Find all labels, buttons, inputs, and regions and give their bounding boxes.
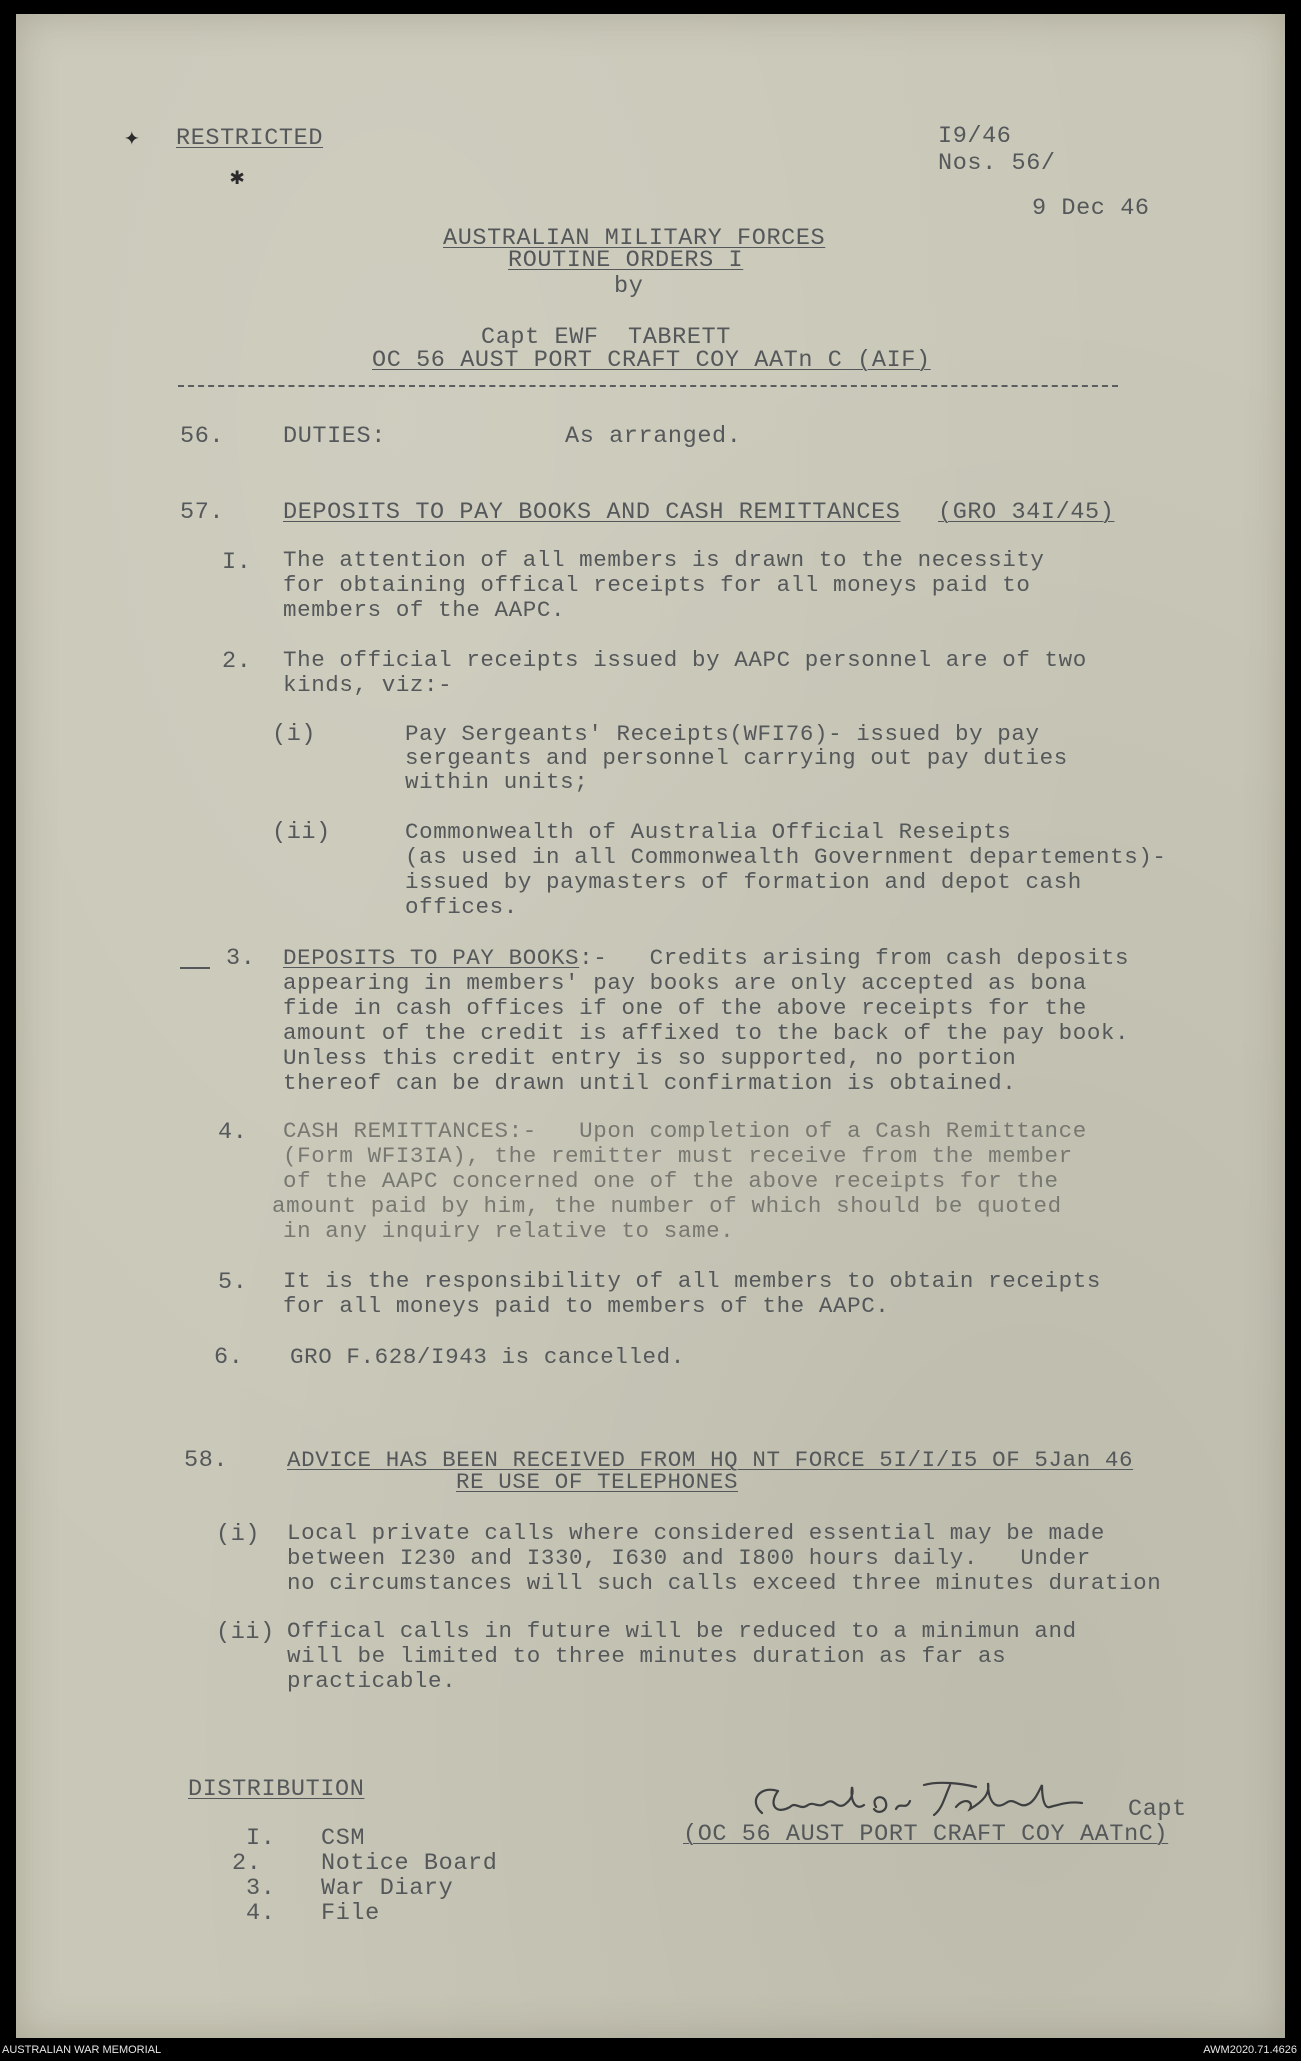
item-57-number: 57. <box>180 499 225 526</box>
item-58-number: 58. <box>184 1447 229 1474</box>
distribution-item: Notice Board <box>321 1850 498 1877</box>
para-2ii-number: (ii) <box>272 819 331 846</box>
para-2ii-line: Commonwealth of Australia Official Reseipts <box>405 819 1012 845</box>
para-58i-line: Local private calls where considered essential may be made <box>287 1520 1105 1546</box>
item-56-text: As arranged. <box>565 423 742 450</box>
para-58i-line: between I230 and I330, I630 and I800 hours daily. Under <box>287 1545 1091 1571</box>
para-2ii-line: (as used in all Commonwealth Government departements)- <box>405 844 1167 870</box>
para-4-line: of the AAPC concerned one of the above receipts for the <box>283 1168 1059 1194</box>
para-1-line: members of the AAPC. <box>283 597 566 623</box>
para-3-line: amount of the credit is affixed to the back of the pay book. <box>283 1020 1130 1046</box>
item-57-reference: (GRO 34I/45) <box>938 499 1115 526</box>
distribution-item: CSM <box>321 1825 366 1852</box>
para-3-first-line <box>283 946 1129 971</box>
item-58-title-line-2: RE USE OF TELEPHONES <box>456 1469 739 1495</box>
para-58ii-line: Offical calls in future will be reduced to a minimun and <box>287 1618 1077 1644</box>
para-2-number: 2. <box>222 648 252 675</box>
para-6-text: GRO F.628/I943 is cancelled. <box>290 1344 685 1370</box>
para-2-line: kinds, viz:- <box>283 672 453 698</box>
para-2i-number: (i) <box>272 721 317 748</box>
classification-label: RESTRICTED <box>176 125 324 152</box>
para-3-line: Unless this credit entry is so supported, no portion <box>283 1045 1017 1071</box>
footer-source: AUSTRALIAN WAR MEMORIAL <box>2 2044 162 2056</box>
para-3-line: fide in cash offices if one of the above receipts for the <box>283 995 1087 1021</box>
footer-accession-number: AWM2020.71.4626 <box>1203 2044 1297 2056</box>
para-2ii-line: issued by paymasters of formation and depot cash <box>405 869 1082 895</box>
by-line: by <box>614 273 644 300</box>
item-58-title-line-1: ADVICE HAS BEEN RECEIVED FROM HQ NT FORCE 5I/I/I5 OF 5Jan 46 <box>287 1447 1134 1473</box>
para-4-line: in any inquiry relative to same. <box>283 1218 735 1244</box>
para-4-line: amount paid by him, the number of which should be quoted <box>272 1193 1062 1219</box>
para-2i-line: sergeants and personnel carrying out pay duties <box>405 745 1068 771</box>
para-2i-line: Pay Sergeants' Receipts(WFI76)- issued by pay <box>405 721 1040 747</box>
para-3-line: appearing in members' pay books are only accepted as bona <box>283 970 1087 996</box>
para-58i-line: no circumstances will such calls exceed three minutes duration <box>287 1570 1162 1596</box>
para-1-number: I. <box>222 549 252 576</box>
distribution-item: War Diary <box>321 1875 454 1902</box>
item-56-label: DUTIES: <box>283 423 386 450</box>
document-date: 9 Dec 46 <box>1032 195 1150 222</box>
para-1-line: The attention of all members is drawn to the necessity <box>283 547 1045 573</box>
distribution-number: 3. <box>246 1875 276 1902</box>
para-6-number: 6. <box>214 1344 244 1371</box>
header-divider <box>178 385 1118 387</box>
distribution-number: 4. <box>246 1900 276 1927</box>
para-58ii-line: practicable. <box>287 1668 457 1694</box>
file-reference: I9/46 <box>938 123 1012 150</box>
para-4-line: (Form WFI3IA), the remitter must receive from the member <box>283 1143 1073 1169</box>
para-2ii-line: offices. <box>405 894 518 920</box>
para-58i-number: (i) <box>216 1521 261 1548</box>
para-4-line: CASH REMITTANCES:- Upon completion of a Cash Remittance <box>283 1118 1087 1144</box>
item-56-number: 56. <box>180 423 225 450</box>
para-2-line: The official receipts issued by AAPC personnel are of two <box>283 647 1087 673</box>
para-1-line: for obtaining offical receipts for all moneys paid to <box>283 572 1031 598</box>
para-58ii-line: will be limited to three minutes duration as far as <box>287 1643 1007 1669</box>
para-3-first-text: :- Credits arising from cash deposits <box>579 945 1130 971</box>
para-2i-line: within units; <box>405 769 589 795</box>
issuing-officer: Capt EWF TABRETT <box>481 324 731 351</box>
distribution-item: File <box>321 1900 380 1927</box>
organisation-title: AUSTRALIAN MILITARY FORCES <box>443 225 826 252</box>
para-3-number: 3. <box>226 945 256 972</box>
ink-blot-icon: ✱ <box>230 165 245 192</box>
signature-rank: Capt <box>1128 1796 1187 1823</box>
para-3-heading: DEPOSITS TO PAY BOOKS <box>283 945 580 971</box>
orders-title: ROUTINE ORDERS I <box>508 247 744 274</box>
distribution-number: 2. <box>232 1850 262 1877</box>
para-4-number: 4. <box>218 1119 248 1146</box>
distribution-number: I. <box>246 1825 276 1852</box>
signature-block: (OC 56 AUST PORT CRAFT COY AATnC) <box>683 1821 1169 1848</box>
item-57-title: DEPOSITS TO PAY BOOKS AND CASH REMITTANCES <box>283 499 901 526</box>
margin-dash <box>180 967 210 969</box>
para-5-line: It is the responsibility of all members to obtain receipts <box>283 1268 1101 1294</box>
para-58ii-number: (ii) <box>216 1619 275 1646</box>
order-numbers: Nos. 56/ <box>938 150 1056 177</box>
punch-mark-icon: ✦ <box>124 123 140 153</box>
unit-name: OC 56 AUST PORT CRAFT COY AATn C (AIF) <box>372 347 931 374</box>
para-5-number: 5. <box>218 1269 248 1296</box>
distribution-heading: DISTRIBUTION <box>188 1776 365 1803</box>
para-5-line: for all moneys paid to members of the AAPC. <box>283 1293 890 1319</box>
para-3-line: thereof can be drawn until confirmation is obtained. <box>283 1070 1017 1096</box>
